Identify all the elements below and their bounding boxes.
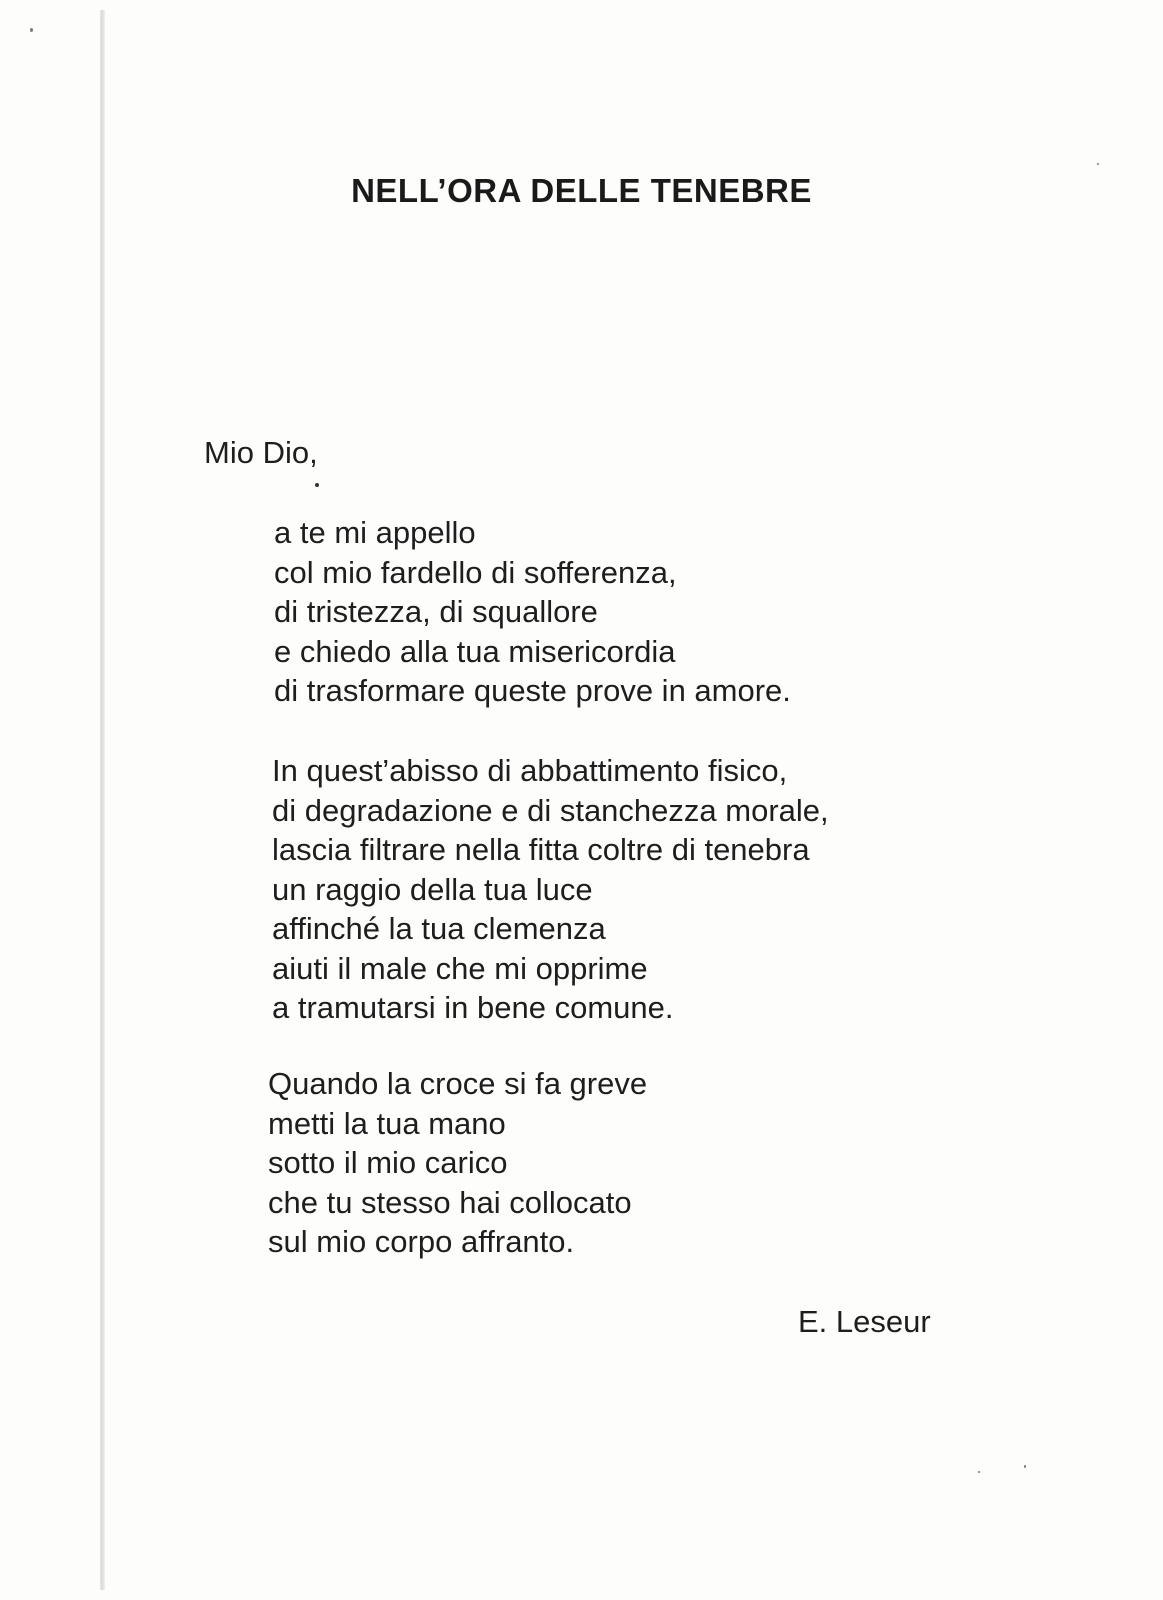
poem-title: NELL’ORA DELLE TENEBRE — [351, 172, 812, 209]
poem-line: aiuti il male che mi opprime — [272, 950, 648, 986]
stanza-1 — [274, 513, 791, 711]
scan-speck — [1097, 163, 1099, 165]
poem-line: a tramutarsi in bene comune. — [272, 990, 674, 1025]
poem-line: metti la tua mano — [268, 1105, 506, 1141]
poem-line: di tristezza, di squallore — [274, 594, 598, 629]
poem-line: di degradazione e di stanchezza morale, — [272, 792, 829, 828]
poem-line: un raggio della tua luce — [272, 871, 593, 907]
card-fold-edge — [100, 10, 105, 1590]
poem-salutation: Mio Dio, — [204, 435, 318, 470]
poem-line: che tu stesso hai collocato — [268, 1184, 632, 1220]
scan-speck — [30, 28, 33, 32]
poem-line: a te mi appello — [274, 515, 476, 550]
scan-speck — [1024, 1465, 1026, 1468]
poem-line: affinché la tua clemenza — [272, 911, 606, 946]
poem-line: sotto il mio carico — [268, 1145, 508, 1180]
poem-line: e chiedo alla tua misericordia — [274, 633, 676, 669]
stanza-2 — [272, 751, 829, 1028]
scan-speck — [978, 1471, 980, 1473]
poem-line: col mio fardello di sofferenza, — [274, 554, 677, 590]
poem-line: In quest’abisso di abbattimento fisico, — [272, 753, 788, 788]
poem-author-signature: E. Leseur — [798, 1304, 931, 1339]
scan-speck — [315, 483, 319, 487]
poem-line: di trasformare queste prove in amore. — [274, 673, 791, 708]
poem-line: Quando la croce si fa greve — [268, 1066, 648, 1101]
stanza-3 — [268, 1064, 647, 1262]
poem-line: sul mio corpo affranto. — [268, 1224, 575, 1259]
poem-line: lascia filtrare nella fitta coltre di tenebra — [272, 832, 810, 867]
